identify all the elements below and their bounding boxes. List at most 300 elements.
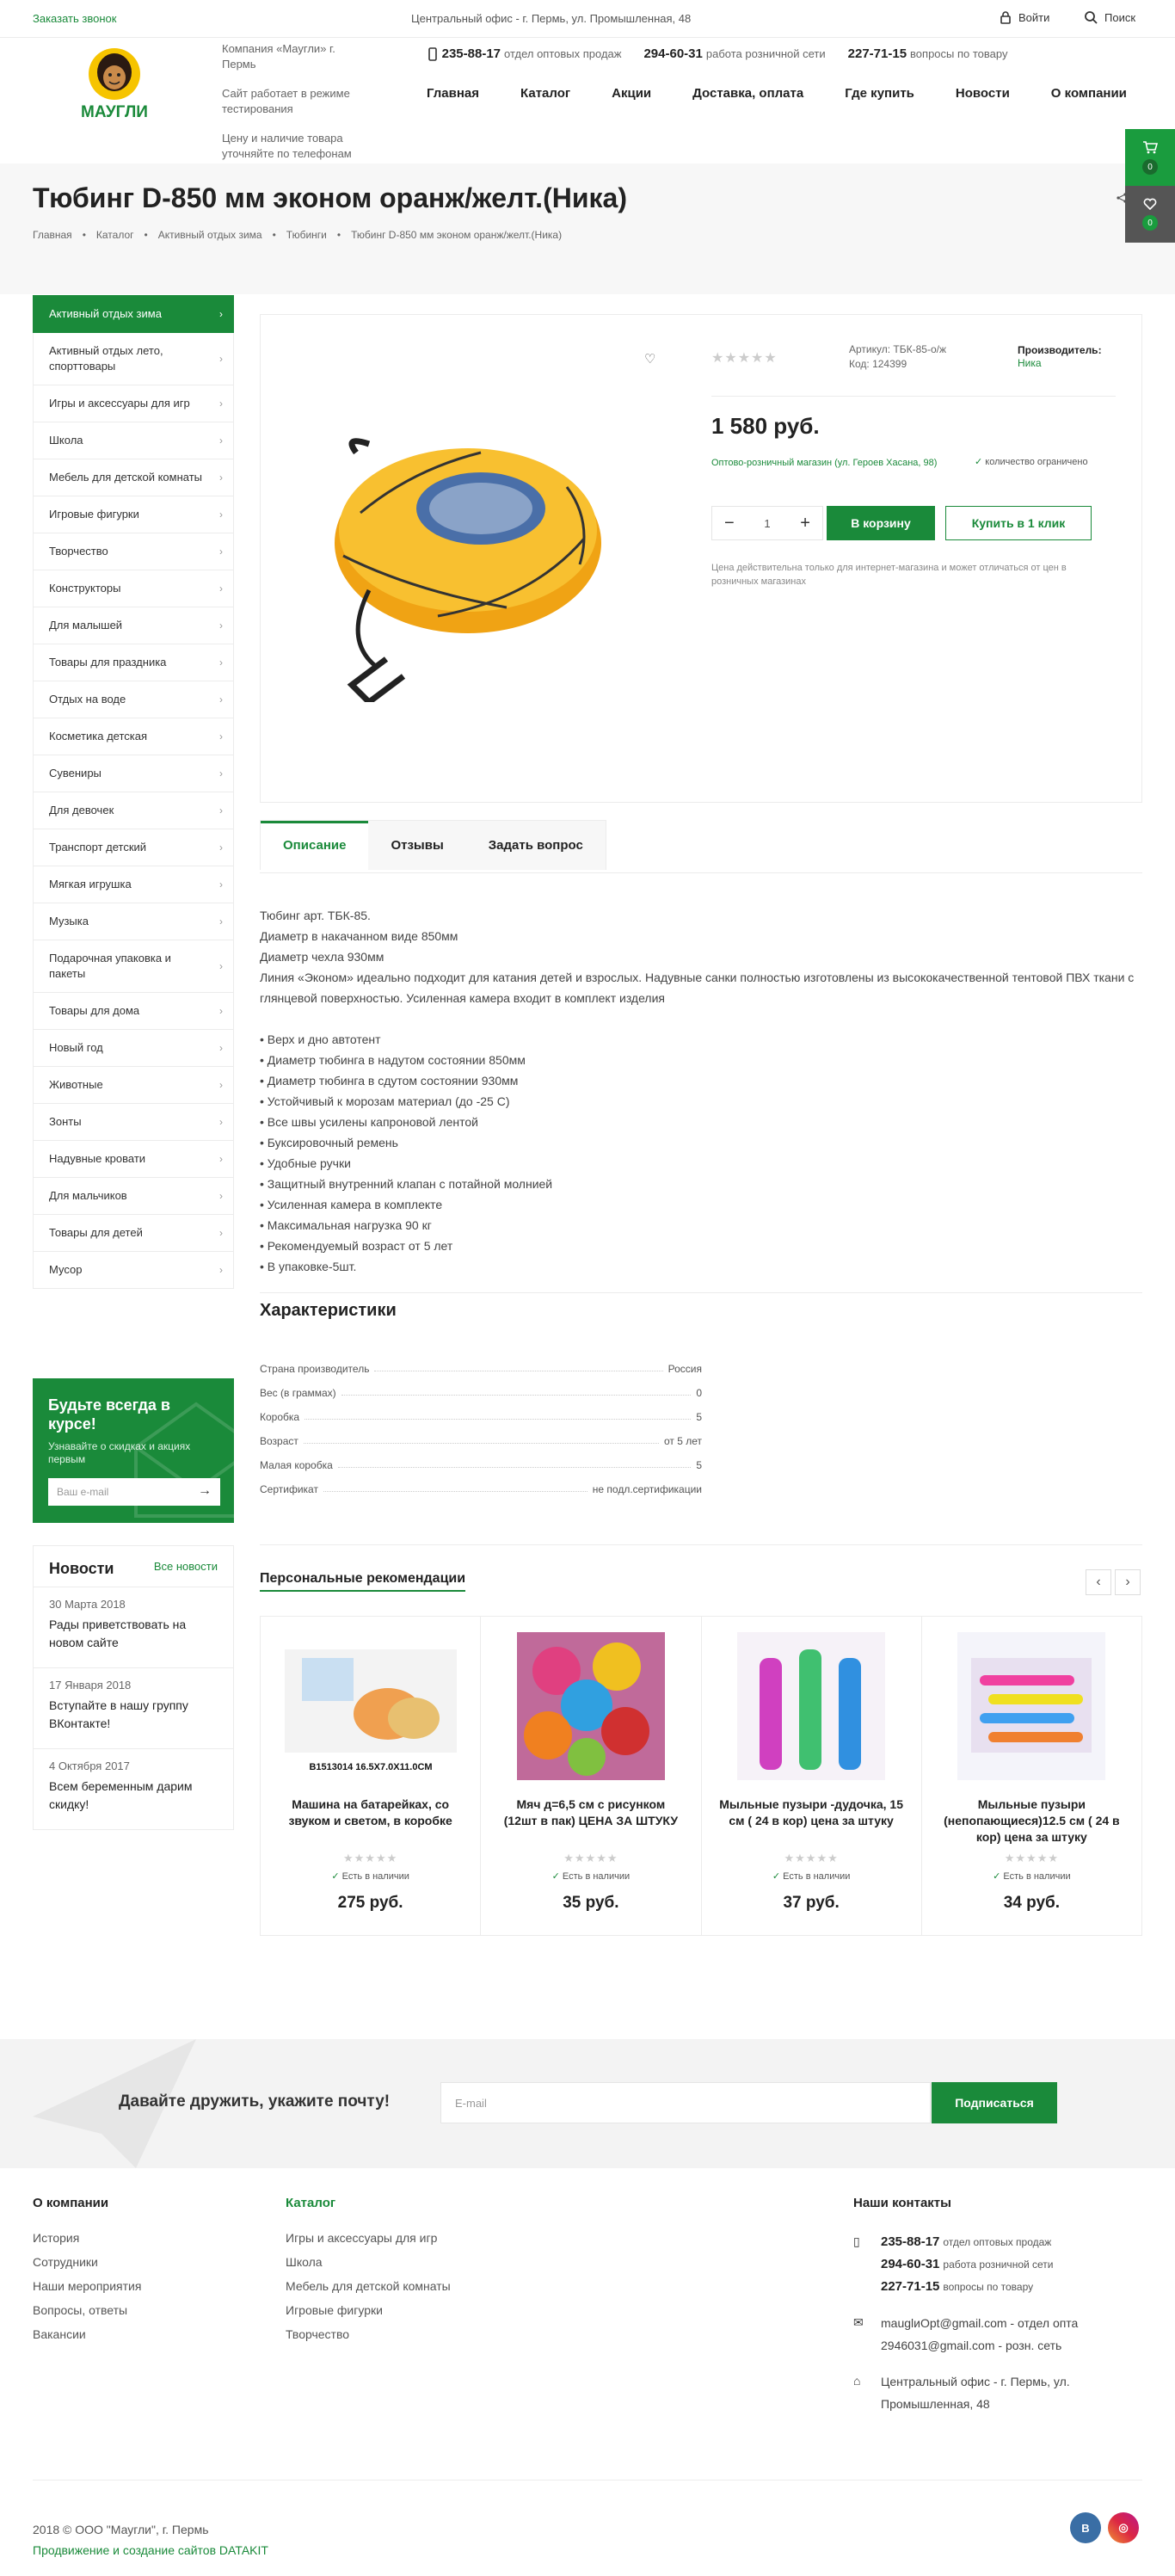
phone-retail[interactable] [643,46,825,61]
manufacturer-link[interactable]: Ника [1018,357,1042,369]
sidebar-item-label: Сувениры [49,767,102,780]
product-tile-image [505,1632,677,1780]
description-line: Линия «Эконом» идеально подходит для катания детей и взрослых. Надувные санки полностью изготовлены из высококачественной тентовой ПВХ ткани с глянцевой поверхностью. Усиленная камера входит в комплект изделия [260,971,1135,1005]
copyright [33,2519,268,2561]
breadcrumb-separator: • [272,229,276,241]
characteristic-name: Вес (в граммах) [260,1387,336,1399]
phone-wholesale[interactable] [427,46,621,61]
nav-promos[interactable]: Акции [612,86,652,101]
chevron-right-icon: › [219,1227,223,1239]
footer-about-title[interactable]: О компании [33,2196,109,2210]
rating-stars: ★★★★★ [784,1852,839,1864]
description-bullet: • Удобные ручки [260,1156,351,1170]
main-nav [427,86,1168,101]
heart-icon [1143,198,1157,210]
characteristic-row [260,1351,702,1375]
product-tile-image [725,1632,897,1780]
product-tile-title[interactable]: Мыльные пузыри -дудочка, 15 см ( 24 в кор) цена за штуку [719,1797,903,1827]
tab-reviews[interactable]: Отзывы [368,821,465,870]
footer-link[interactable]: Школа [286,2255,323,2269]
product-description [260,905,1142,1277]
news-date: 4 Октября 2017 [49,1759,130,1772]
divider [260,1292,1142,1293]
footer-link[interactable]: Вопросы, ответы [33,2303,128,2317]
characteristic-value: 5 [696,1411,702,1423]
footer [0,2168,1175,2576]
sidebar-item-label: Зонты [49,1115,82,1128]
newsletter-subscribe-button[interactable]: Подписаться [932,2082,1057,2123]
chevron-right-icon: › [219,1264,223,1276]
dotted-leader [305,1419,691,1420]
product-tile-image [945,1632,1117,1780]
sidebar-item-label: Новый год [49,1041,103,1054]
store-link[interactable]: Оптово-розничный магазин (ул. Героев Хасана, 98) [711,458,938,468]
product-tile[interactable] [261,1617,481,1935]
carousel-nav [1086,1569,1141,1595]
search-label: Поиск [1104,10,1136,24]
header-phones [427,46,1008,61]
tab-divider [260,872,1142,873]
sidebar-item-label: Игровые фигурки [49,508,139,521]
product-tile[interactable] [702,1617,922,1935]
sidebar-item[interactable] [33,333,234,385]
chevron-right-icon: › [219,1153,223,1165]
sidebar-item-label: Для малышей [49,619,123,632]
availability-label: Есть в наличии [783,1871,851,1882]
subscribe-text: Узнавайте о скидках и акциях первым [48,1440,191,1465]
availability-label: Есть в наличии [1003,1871,1071,1882]
all-news-link[interactable]: Все новости [153,1560,218,1573]
phone-label: вопросы по товару [943,2281,1034,2293]
characteristic-value: Россия [667,1363,702,1375]
quantity-value[interactable]: 1 [764,516,771,530]
sidebar-item[interactable] [33,644,234,681]
news-title: Новости [49,1560,114,1577]
phone-number: 227-71-15 [847,46,907,61]
mail-icon: ✉ [853,2315,864,2329]
arrow-right-icon[interactable]: → [198,1483,212,1498]
phone-questions[interactable] [848,46,1008,61]
characteristic-value: 0 [696,1387,702,1399]
chevron-right-icon: › [219,1190,223,1202]
sidebar-item[interactable] [33,496,234,533]
product-image[interactable] [309,435,601,702]
description-bullet: • Диаметр тюбинга в надутом состоянии 850мм [260,1053,526,1067]
phone-number: 235-88-17 [441,46,501,61]
chevron-right-icon: › [219,619,223,632]
footer-link[interactable]: Сотрудники [33,2255,98,2269]
chevron-right-icon: › [219,434,223,447]
header [0,38,1175,163]
footer-contacts-title: Наши контакты [853,2196,951,2210]
chevron-right-icon: › [219,693,223,706]
chevron-right-icon: › [219,1079,223,1091]
sidebar-item[interactable] [33,295,234,333]
product-tile-title[interactable]: Мяч д=6,5 см с рисунком (12шт в пак) ЦЕНА ЗА ШТУКУ [503,1797,679,1827]
cart-button[interactable] [1125,129,1175,186]
chevron-right-icon: › [219,508,223,521]
nav-delivery[interactable]: Доставка, оплата [692,86,804,101]
characteristic-name: Страна производитель [260,1363,370,1375]
nav-about[interactable]: О компании [1050,86,1127,101]
rating-stars: ★★★★★ [563,1852,618,1864]
availability [261,1870,480,1882]
site-testing-note: Сайт работает в режиме тестирования [222,87,350,115]
characteristic-row [260,1447,702,1471]
check-icon: ✓ [331,1871,340,1882]
description-bullet: • Рекомендуемый возраст от 5 лет [260,1239,453,1253]
favorites-count: 0 [1142,215,1158,231]
social-links [1070,2512,1139,2543]
logo-text: МАУГЛИ [81,103,148,121]
chevron-right-icon: › [219,878,223,891]
characteristic-row [260,1375,702,1399]
sidebar-item-label: Мебель для детской комнаты [49,471,203,484]
characteristic-name: Малая коробка [260,1459,333,1471]
sidebar-item[interactable] [33,1178,234,1215]
sidebar-item-label: Мягкая игрушка [49,878,132,891]
sidebar-item[interactable] [33,607,234,644]
sidebar-item-label: Подарочная упаковка и пакеты [49,952,171,980]
office-address: Центральный офис - г. Пермь, ул. Промышленная, 48 [411,12,692,25]
footer-email[interactable]: mauglиOpt@gmail.com - отдел опта [881,2316,1079,2330]
sidebar-item-label: Творчество [49,545,108,558]
subscribe-title: Будьте всегда в курсе! [48,1396,170,1433]
search-icon [1084,10,1098,24]
product-tile-caption: B1513014 16.5X7.0X11.0CM [309,1762,433,1772]
sidebar-item[interactable] [33,718,234,755]
stock-label: количество ограничено [985,457,1088,467]
phone-number: 235-88-17 [881,2234,940,2249]
top-bar [0,0,1175,38]
product-tile-price: 37 руб. [783,1894,840,1912]
price-disclaimer: Цена действительна только для интернет-магазина и может отличаться от цен в розничных магазинах [711,563,1067,587]
phone-label: отдел оптовых продаж [943,2236,1052,2248]
chevron-right-icon: › [219,767,223,780]
availability-label: Есть в наличии [562,1871,631,1882]
login-link[interactable] [1000,10,1049,24]
phone-label: отдел оптовых продаж [504,47,622,60]
company-name: Компания «Маугли» г. Пермь [222,42,335,71]
footer-email[interactable]: 2946031@gmail.com - розн. сеть [881,2339,1062,2352]
sidebar-item[interactable] [33,385,234,422]
sidebar-item[interactable] [33,755,234,792]
characteristic-name: Сертификат [260,1483,318,1495]
newsletter-title: Давайте дружить, укажите почту! [119,2092,391,2111]
product-tile-price: 34 руб. [1003,1894,1061,1912]
footer-link[interactable]: История [33,2231,80,2245]
sidebar-item[interactable] [33,1067,234,1104]
description-line: Диаметр в накачанном виде 850мм [260,929,458,943]
footer-catalog [286,2196,451,2351]
rating-stars: ★★★★★ [711,351,778,366]
sidebar-item[interactable] [33,459,234,496]
description-bullet: • Все швы усилены капроновой лентой [260,1115,478,1129]
product-price: 1 580 руб. [711,413,820,439]
subscribe-placeholder: Ваш e-mail [57,1486,109,1498]
characteristics-table [260,1351,702,1495]
nav-news[interactable]: Новости [955,86,1010,101]
sidebar-item[interactable] [33,1104,234,1141]
dotted-leader [323,1491,588,1492]
chevron-right-icon: › [219,545,223,558]
sidebar-item-label: Конструкторы [49,582,121,595]
product-tile-price: 275 руб. [337,1894,403,1912]
news-date: 17 Января 2018 [49,1679,132,1692]
tab-ask-question[interactable]: Задать вопрос [466,821,606,870]
footer-phone[interactable] [853,2231,1129,2253]
description-bullet: • В упаковке-5шт. [260,1260,357,1273]
check-icon: ✓ [772,1871,781,1882]
floating-cart [1125,129,1175,243]
manufacturer-label: Производитель: [1018,344,1102,356]
description-line: Тюбинг арт. ТБК-85. [260,909,371,922]
news-item[interactable] [34,1587,233,1668]
sidebar-item-label: Активный отдых лето, спорттовары [49,344,163,373]
chevron-left-icon[interactable]: ‹ [1086,1569,1111,1595]
chevron-right-icon[interactable]: › [1115,1569,1141,1595]
spacer [260,1008,1142,1029]
breadcrumb-home[interactable]: Главная [33,229,72,241]
footer-address: Центральный офис - г. Пермь, ул. Промышленная, 48 [881,2375,1070,2411]
sidebar-item-label: Товары для праздника [49,656,167,669]
footer-link[interactable]: Творчество [286,2327,350,2341]
newsletter-band [0,2039,1175,2168]
phone-label: работа розничной сети [705,47,826,60]
news-text: Всем беременным дарим скидку! [49,1779,193,1811]
newsletter-placeholder: E-mail [455,2097,487,2110]
favorites-button[interactable] [1125,186,1175,243]
sidebar-item[interactable] [33,1252,234,1289]
sidebar-item-label: Мусор [49,1263,83,1276]
login-label: Войти [1018,10,1050,24]
nav-home[interactable]: Главная [427,86,480,101]
recommendations-carousel [260,1616,1142,1936]
check-icon: ✓ [975,457,983,467]
divider [260,1544,1142,1545]
phone-label: вопросы по товару [910,47,1008,60]
footer-link[interactable]: Наши мероприятия [33,2279,142,2293]
product-card [260,314,1142,803]
cart-icon [1142,140,1158,154]
characteristic-value: 5 [696,1459,702,1471]
footer-link[interactable]: Игровые фигурки [286,2303,383,2317]
sidebar-item[interactable] [33,792,234,829]
product-tile-title[interactable]: Машина на батарейках, со звуком и светом, в коробке [288,1797,452,1827]
sidebar-item[interactable] [33,829,234,866]
breadcrumb [33,229,562,241]
chevron-right-icon: › [219,471,223,484]
page-title: Тюбинг D-850 мм эконом оранж/желт.(Ника) [33,182,627,213]
availability [922,1870,1141,1882]
sidebar-item[interactable] [33,1215,234,1252]
sidebar-item[interactable] [33,570,234,607]
dotted-leader [304,1443,659,1444]
news-item[interactable] [34,1749,233,1829]
characteristic-value: не подл.сертификации [592,1483,702,1495]
characteristic-value: от 5 лет [663,1435,702,1447]
plus-icon[interactable]: + [800,513,810,533]
breadcrumb-winter[interactable]: Активный отдых зима [157,229,262,241]
location-icon: ⌂ [853,2374,861,2388]
logo-mascot-icon [76,45,153,122]
breadcrumb-separator: • [82,229,86,241]
recommendations-title: Персональные рекомендации [260,1571,465,1592]
phone-label: работа розничной сети [943,2259,1054,2271]
logo[interactable] [76,45,153,122]
sidebar-item[interactable] [33,866,234,903]
chevron-right-icon: › [219,353,223,365]
phone-number: 227-71-15 [881,2279,940,2294]
rating-stars: ★★★★★ [342,1852,398,1864]
product-tile-price: 35 руб. [563,1894,619,1912]
news-item[interactable] [34,1668,233,1749]
newsletter-email-input[interactable] [440,2082,931,2123]
chevron-right-icon: › [219,308,223,320]
availability [702,1870,921,1882]
description-bullet: • Буксировочный ремень [260,1136,398,1149]
product-tabs [260,820,606,870]
characteristic-name: Коробка [260,1411,300,1423]
characteristic-row [260,1423,702,1447]
product-sku [849,342,946,372]
sidebar-item[interactable] [33,681,234,718]
footer-link[interactable]: Мебель для детской комнаты [286,2279,451,2293]
price-note: Цену и наличие товара уточняйте по телефонам [222,132,352,160]
footer-phone[interactable] [853,2253,1129,2276]
sidebar-item-label: Музыка [49,915,89,927]
sidebar-item-label: Косметика детская [49,730,148,743]
sidebar-item-label: Надувные кровати [49,1152,146,1165]
news-widget [33,1545,234,1830]
product-code: Код: 124399 [849,358,907,370]
chevron-right-icon: › [219,1005,223,1017]
sidebar-item-label: Животные [49,1078,103,1091]
dotted-leader [338,1467,692,1468]
quantity-stepper [711,506,823,540]
product-tile-image [285,1632,457,1780]
footer-about [33,2196,141,2351]
sidebar-item-label: Для девочек [49,804,114,817]
sidebar-item[interactable] [33,1141,234,1178]
sidebar-item-label: Школа [49,434,83,447]
sidebar-item-label: Игры и аксессуары для игр [49,397,190,410]
sidebar-item-label: Для мальчиков [49,1189,127,1202]
footer-phone[interactable] [853,2276,1129,2298]
add-to-cart-button[interactable]: В корзину [827,506,935,540]
footer-link[interactable]: Вакансии [33,2327,86,2341]
buy-one-click-button[interactable]: Купить в 1 клик [945,506,1092,540]
footer-catalog-title[interactable]: Каталог [286,2196,336,2210]
nav-catalog[interactable]: Каталог [520,86,571,101]
news-text: Рады приветствовать на новом сайте [49,1618,187,1649]
divider [711,396,1116,397]
subscribe-widget [33,1378,234,1523]
tab-description[interactable]: Описание [261,821,368,870]
chevron-right-icon: › [219,1042,223,1054]
dotted-leader [341,1395,692,1396]
characteristic-row [260,1399,702,1423]
minus-icon[interactable]: − [724,513,735,533]
chevron-right-icon: › [219,582,223,595]
copyright-text: 2018 © ООО "Маугли", г. Пермь [33,2523,209,2536]
catalog-sidebar [33,295,234,1289]
description-bullet: • Усиленная камера в комплекте [260,1198,443,1211]
news-text: Вступайте в нашу группу ВКонтакте! [49,1698,188,1730]
chevron-right-icon: › [219,915,223,927]
availability [481,1870,700,1882]
breadcrumb-separator: • [144,229,148,241]
add-to-favorites-icon[interactable]: ♡ [644,352,656,367]
phone-icon: ▯ [853,2234,860,2248]
chevron-right-icon: › [219,730,223,743]
description-line: Диаметр чехла 930мм [260,950,384,964]
sidebar-item-label: Транспорт детский [49,841,147,854]
sidebar-item[interactable] [33,533,234,570]
characteristic-name: Возраст [260,1435,298,1447]
footer-link[interactable]: Игры и аксессуары для игр [286,2231,438,2245]
vk-icon[interactable]: B [1070,2512,1101,2543]
chevron-right-icon: › [219,656,223,669]
instagram-icon[interactable]: ◎ [1108,2512,1139,2543]
rating-stars: ★★★★★ [1004,1852,1060,1864]
breadcrumb-catalog[interactable]: Каталог [95,229,134,241]
subscribe-email-input[interactable] [48,1478,220,1506]
manufacturer [1018,344,1102,370]
stock-status [975,456,1088,467]
check-icon: ✓ [551,1871,560,1882]
company-info [222,41,368,176]
sidebar-item[interactable] [33,940,234,993]
availability-label: Есть в наличии [341,1871,409,1882]
developer-link[interactable]: Продвижение и создание сайтов DATAKIT [33,2543,268,2557]
breadcrumb-current: Тюбинг D-850 мм эконом оранж/желт.(Ника) [351,229,563,241]
breadcrumb-separator: • [336,229,341,241]
chevron-right-icon: › [219,960,223,972]
article: Артикул: ТБК-85-о/ж [849,343,946,355]
characteristic-row [260,1471,702,1495]
sidebar-item-label: Товары для детей [49,1226,143,1239]
sidebar-item-label: Товары для дома [49,1004,140,1017]
chevron-right-icon: › [219,1116,223,1128]
phone-number: 294-60-31 [881,2257,940,2271]
sidebar-item[interactable] [33,1030,234,1067]
call-request-link[interactable]: Заказать звонок [33,12,117,25]
product-tile[interactable] [922,1617,1141,1935]
description-bullet: • Устойчивый к морозам материал (до -25 С) [260,1094,510,1108]
sidebar-item[interactable] [33,903,234,940]
footer-contacts [853,2196,1129,2429]
sidebar-item[interactable] [33,993,234,1030]
phone-icon [427,47,439,61]
lock-icon [1000,10,1012,24]
title-bar [0,163,1175,294]
cart-count: 0 [1142,159,1158,175]
characteristics-title: Характеристики [260,1301,397,1320]
description-bullet: • Верх и дно автотент [260,1032,381,1046]
phone-number: 294-60-31 [643,46,703,61]
product-tile-title[interactable]: Мыльные пузыри (непопающиеся)12.5 см ( 24 в кор) цена за штуку [944,1797,1120,1844]
chevron-right-icon: › [219,804,223,817]
search-link[interactable] [1084,10,1135,24]
chevron-right-icon: › [219,841,223,854]
nav-where-to-buy[interactable]: Где купить [845,86,914,101]
sidebar-item-label: Отдых на воде [49,693,126,706]
breadcrumb-tubing[interactable]: Тюбинги [286,229,327,241]
product-tile[interactable] [481,1617,701,1935]
sidebar-item[interactable] [33,422,234,459]
description-bullet: • Защитный внутренний клапан с потайной молнией [260,1177,553,1191]
